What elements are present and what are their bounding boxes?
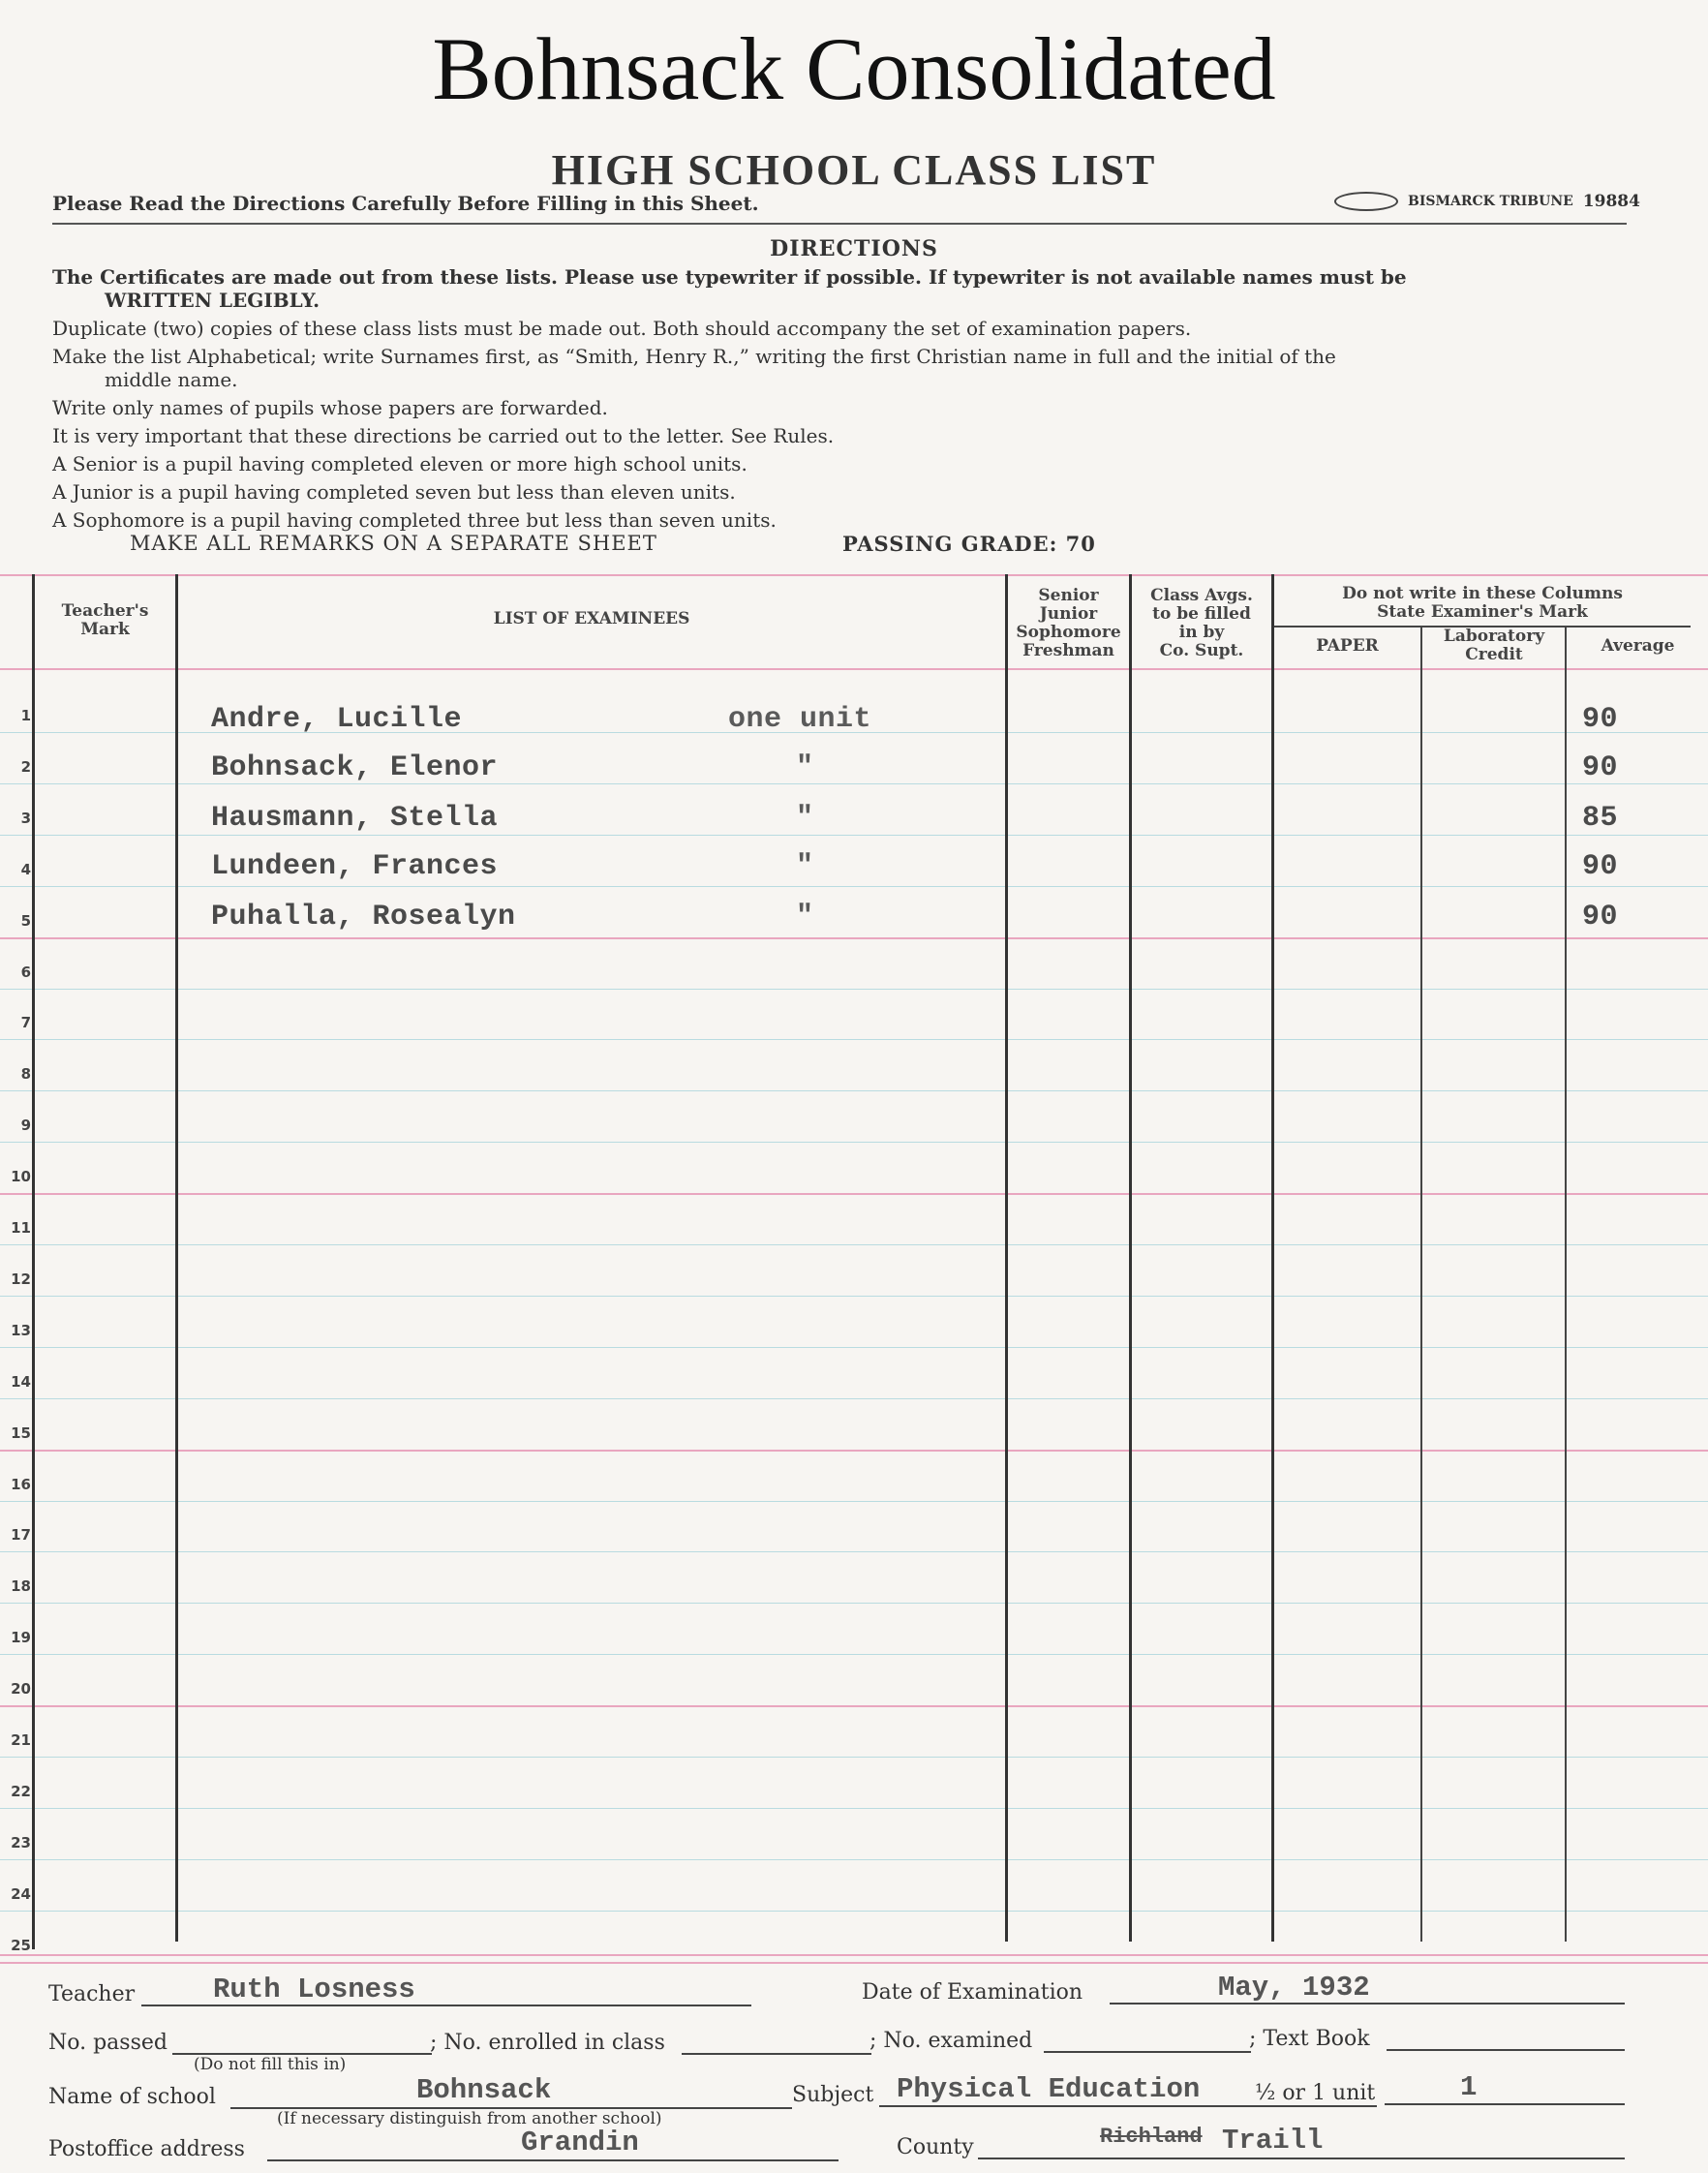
remarks-note: MAKE ALL REMARKS ON A SEPARATE SHEET	[130, 532, 657, 555]
row-number: 25	[11, 1937, 31, 1954]
ruled-row-line	[0, 886, 1708, 887]
direction-line: middle name.	[105, 368, 238, 391]
direction-line: The Certificates are made out from these lists. Please use typewriter if possible. If typewriter is not available names must be	[52, 265, 1407, 289]
row-number: 16	[11, 1476, 31, 1493]
row-number: 11	[11, 1219, 31, 1237]
ruled-row-line	[0, 1090, 1708, 1091]
examinee-unit: one unit	[728, 703, 872, 736]
class-avgs-header: Class Avgs. to be filled in by Co. Supt.	[1150, 586, 1253, 660]
examinee-average: 90	[1582, 901, 1619, 933]
ruled-row-line	[0, 1654, 1708, 1655]
state-examiner-header: Do not write in these Columns State Examiner's Mark	[1342, 584, 1623, 622]
enrolled-line	[682, 2053, 871, 2055]
county-value: Traill	[1222, 2125, 1324, 2157]
row-number: 23	[11, 1834, 31, 1852]
row-number: 18	[11, 1577, 31, 1595]
column-divider	[1420, 627, 1422, 1942]
read-directions-note: Please Read the Directions Carefully Before Filling in this Sheet.	[52, 192, 759, 215]
row-number: 10	[11, 1168, 31, 1185]
ruled-row-line	[0, 1501, 1708, 1502]
examinee-unit: "	[796, 751, 814, 784]
printer-name: BISMARCK TRIBUNE	[1408, 194, 1573, 209]
unit-value: 1	[1460, 2071, 1478, 2103]
row-number: 3	[20, 810, 31, 827]
ruled-row-line	[0, 1911, 1708, 1912]
row-number: 7	[20, 1014, 31, 1031]
examined-line	[1044, 2051, 1251, 2053]
direction-line: Write only names of pupils whose papers are forwarded.	[52, 396, 608, 419]
ruled-row-line	[0, 835, 1708, 836]
row-number: 6	[20, 964, 31, 981]
examinee-name: Hausmann, Stella	[211, 802, 499, 835]
column-divider	[1271, 574, 1274, 1942]
examinee-average: 85	[1582, 802, 1619, 835]
enrolled-label: ; No. enrolled in class	[430, 2031, 665, 2055]
row-number: 21	[11, 1731, 31, 1749]
examinee-unit: "	[796, 901, 814, 933]
examinee-average: 90	[1582, 703, 1619, 736]
subject-label: Subject	[792, 2083, 874, 2107]
row-number: 5	[20, 912, 31, 930]
ruled-row-line	[0, 1551, 1708, 1552]
school-name: Bohnsack Consolidated	[432, 19, 1276, 118]
unit-line	[1385, 2103, 1625, 2105]
table-top-line	[0, 574, 1708, 576]
direction-line: Make the list Alphabetical; write Surnames first, as “Smith, Henry R.,” writing the first Christian name in full and the initial of the	[52, 345, 1336, 368]
examinee-average: 90	[1582, 850, 1619, 883]
ruled-row-line	[0, 1039, 1708, 1040]
column-divider	[1005, 574, 1008, 1942]
row-number: 14	[11, 1373, 31, 1391]
examinee-unit: "	[796, 802, 814, 835]
passed-label: No. passed	[48, 2031, 168, 2055]
row-number: 20	[11, 1680, 31, 1698]
school-label: Name of school	[48, 2085, 216, 2109]
union-label-icon	[1334, 192, 1398, 211]
date-label: Date of Examination	[862, 1980, 1083, 2005]
ruled-row-line	[0, 1757, 1708, 1758]
footer-top-line	[0, 1954, 1708, 1956]
examinee-name: Puhalla, Rosealyn	[211, 901, 516, 933]
column-divider	[1129, 574, 1132, 1942]
ruled-row-line	[0, 1450, 1708, 1452]
postoffice-value: Grandin	[521, 2127, 639, 2158]
ruled-row-line	[0, 989, 1708, 990]
row-number: 4	[20, 861, 31, 878]
ruled-row-line	[0, 1603, 1708, 1604]
direction-line: A Junior is a pupil having completed seven but less than eleven units.	[52, 480, 736, 504]
directions-list	[52, 265, 1631, 536]
county-struck-value: Richland	[1100, 2125, 1203, 2149]
textbook-label: ; Text Book	[1249, 2027, 1370, 2051]
ruled-row-line	[0, 1859, 1708, 1860]
textbook-line	[1387, 2049, 1625, 2051]
row-number: 24	[11, 1885, 31, 1903]
row-number: 8	[20, 1065, 31, 1083]
teacher-value: Ruth Losness	[213, 1974, 415, 2005]
directions-heading: DIRECTIONS	[770, 236, 938, 261]
passing-grade: PASSING GRADE: 70	[842, 532, 1096, 556]
school-value: Bohnsack	[416, 2074, 552, 2106]
row-number: 13	[11, 1322, 31, 1339]
subject-line	[879, 2105, 1377, 2107]
form-title: HIGH SCHOOL CLASS LIST	[551, 146, 1157, 194]
row-number: 17	[11, 1526, 31, 1544]
examined-label: ; No. examined	[869, 2029, 1033, 2053]
county-line	[978, 2158, 1625, 2159]
direction-line: It is very important that these directions be carried out to the letter. See Rules.	[52, 424, 835, 447]
column-divider	[1565, 627, 1567, 1942]
lab-credit-header: Laboratory Credit	[1443, 627, 1545, 664]
date-value: May, 1932	[1218, 1972, 1370, 2004]
examinee-unit: "	[796, 850, 814, 883]
passed-note: (Do not fill this in)	[194, 2055, 347, 2074]
ruled-row-line	[0, 1705, 1708, 1707]
teacher-label: Teacher	[48, 1982, 136, 2006]
unit-label: ½ or 1 unit	[1255, 2081, 1376, 2105]
ruled-row-line	[0, 1962, 1708, 1964]
row-number: 9	[20, 1117, 31, 1134]
postoffice-line	[267, 2159, 839, 2161]
row-number: 22	[11, 1783, 31, 1800]
direction-line: Duplicate (two) copies of these class lists must be made out. Both should accompany the set of examination papers.	[52, 317, 1192, 340]
row-number: 2	[20, 758, 31, 776]
form-number: 19884	[1582, 192, 1640, 211]
examinees-header: LIST OF EXAMINEES	[493, 609, 690, 628]
teachers-mark-header: Teacher's Mark	[61, 601, 149, 639]
row-number: 19	[11, 1629, 31, 1646]
direction-line: WRITTEN LEGIBLY.	[105, 289, 320, 312]
ruled-row-line	[0, 1347, 1708, 1348]
ruled-row-line	[0, 1142, 1708, 1143]
ruled-row-line	[0, 1244, 1708, 1245]
margin-line	[32, 574, 35, 1949]
average-header: Average	[1601, 636, 1675, 656]
ruled-row-line	[0, 1296, 1708, 1297]
examinee-average: 90	[1582, 751, 1619, 784]
examinee-name: Andre, Lucille	[211, 703, 463, 736]
county-label: County	[897, 2135, 974, 2159]
school-note: (If necessary distinguish from another school)	[277, 2109, 662, 2128]
header-rule	[52, 223, 1627, 225]
examinee-name: Lundeen, Frances	[211, 850, 499, 883]
row-number: 15	[11, 1424, 31, 1442]
ruled-row-line	[0, 1193, 1708, 1195]
row-number: 1	[20, 707, 31, 724]
ruled-row-line	[0, 1398, 1708, 1399]
ruled-row-line	[0, 1808, 1708, 1809]
direction-line: A Sophomore is a pupil having completed three but less than seven units.	[52, 508, 777, 532]
header-bottom-line	[0, 668, 1708, 670]
column-divider	[175, 574, 178, 1942]
paper-header: PAPER	[1316, 636, 1379, 656]
ruled-row-line	[0, 937, 1708, 939]
postoffice-label: Postoffice address	[48, 2137, 245, 2161]
class-header: Senior Junior Sophomore Freshman	[1016, 586, 1121, 660]
examinee-name: Bohnsack, Elenor	[211, 751, 499, 784]
row-number: 12	[11, 1270, 31, 1288]
direction-line: A Senior is a pupil having completed eleven or more high school units.	[52, 452, 747, 475]
subject-value: Physical Education	[897, 2073, 1201, 2105]
printer-mark	[1334, 192, 1640, 211]
